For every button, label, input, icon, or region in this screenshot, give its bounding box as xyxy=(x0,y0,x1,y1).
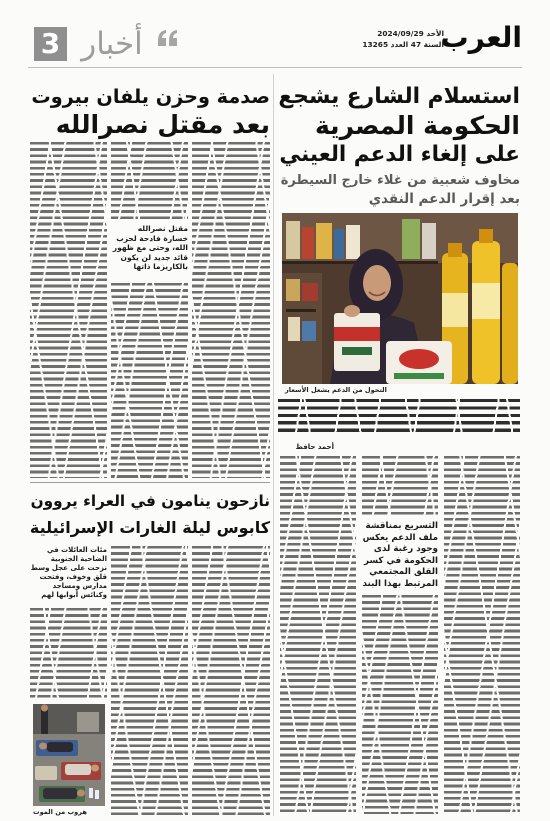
egypt-body-column-2b xyxy=(362,595,438,814)
beirut-body-column-2b xyxy=(111,283,188,478)
egypt-pull-quote: التسريع بمناقشة ملف الدعم يعكس وجود رغبة لدى الحكومة في كسر القلق المجتمعي المرتبط بهذا البند xyxy=(362,521,438,589)
displaced-photo xyxy=(33,704,105,806)
egypt-intro-text xyxy=(278,399,520,436)
section-title: أخبار xyxy=(81,26,143,62)
displaced-body-column-2 xyxy=(111,546,188,815)
issue-date: الأحد 2024/09/29 xyxy=(377,29,444,38)
beirut-body-column-3 xyxy=(30,142,107,478)
egypt-photo-caption: التحول من الدعم يشعل الأسعار xyxy=(285,386,387,394)
egypt-subhead-line-2: بعد إقرار الدعم النقدي xyxy=(368,191,520,207)
column-divider xyxy=(273,74,274,816)
displaced-body-column-3 xyxy=(30,608,107,700)
displaced-body-column-1 xyxy=(192,546,270,815)
displaced-photo-caption: هروب من الموت xyxy=(33,808,87,816)
article-separator xyxy=(30,482,270,483)
beirut-body-column-2a xyxy=(111,142,188,220)
egypt-photo xyxy=(282,213,518,384)
egypt-headline-line-3: على إلغاء الدعم العيني xyxy=(279,142,520,167)
egypt-author: أحمد حافظ xyxy=(295,443,334,451)
egypt-headline-line-2: الحكومة المصرية xyxy=(315,111,520,140)
displaced-headline-line-2: كابوس ليلة الغارات الإسرائيلية xyxy=(29,518,270,537)
issue-number: السنة 47 العدد 13265 xyxy=(362,40,444,49)
beirut-body-column-1 xyxy=(192,142,270,478)
quote-bubble-icon xyxy=(154,27,182,49)
egypt-body-column-2a xyxy=(362,456,438,516)
displaced-side-note: مئات العائلات في الضاحية الجنوبية نزحت على عجل وسط قلق وخوف، وفتحت مدارس ومساجد وكنائس أبوابها لهم xyxy=(30,546,107,600)
egypt-subhead-line-1: مخاوف شعبية من غلاء خارج السيطرة xyxy=(280,173,520,188)
beirut-pull-quote: مقتل نصرالله خسارة فادحة لحزب الله، وحتى مع ظهور قائد جديد لن يكون بالكاريزما ذاتها xyxy=(112,224,188,272)
newspaper-logo: العرب xyxy=(440,21,522,54)
egypt-body-column-1 xyxy=(444,456,520,814)
beirut-headline-line-1: صدمة وحزن يلفان بيروت xyxy=(31,85,270,108)
page-number: 3 xyxy=(34,27,67,61)
masthead-rule xyxy=(28,67,522,68)
beirut-headline-line-2: بعد مقتل نصرالله xyxy=(55,110,270,139)
egypt-body-column-3 xyxy=(280,456,356,814)
displaced-headline-line-1: نازحون ينامون في العراء يروون xyxy=(30,492,270,510)
egypt-headline-line-1: استسلام الشارع يشجع xyxy=(278,84,520,109)
